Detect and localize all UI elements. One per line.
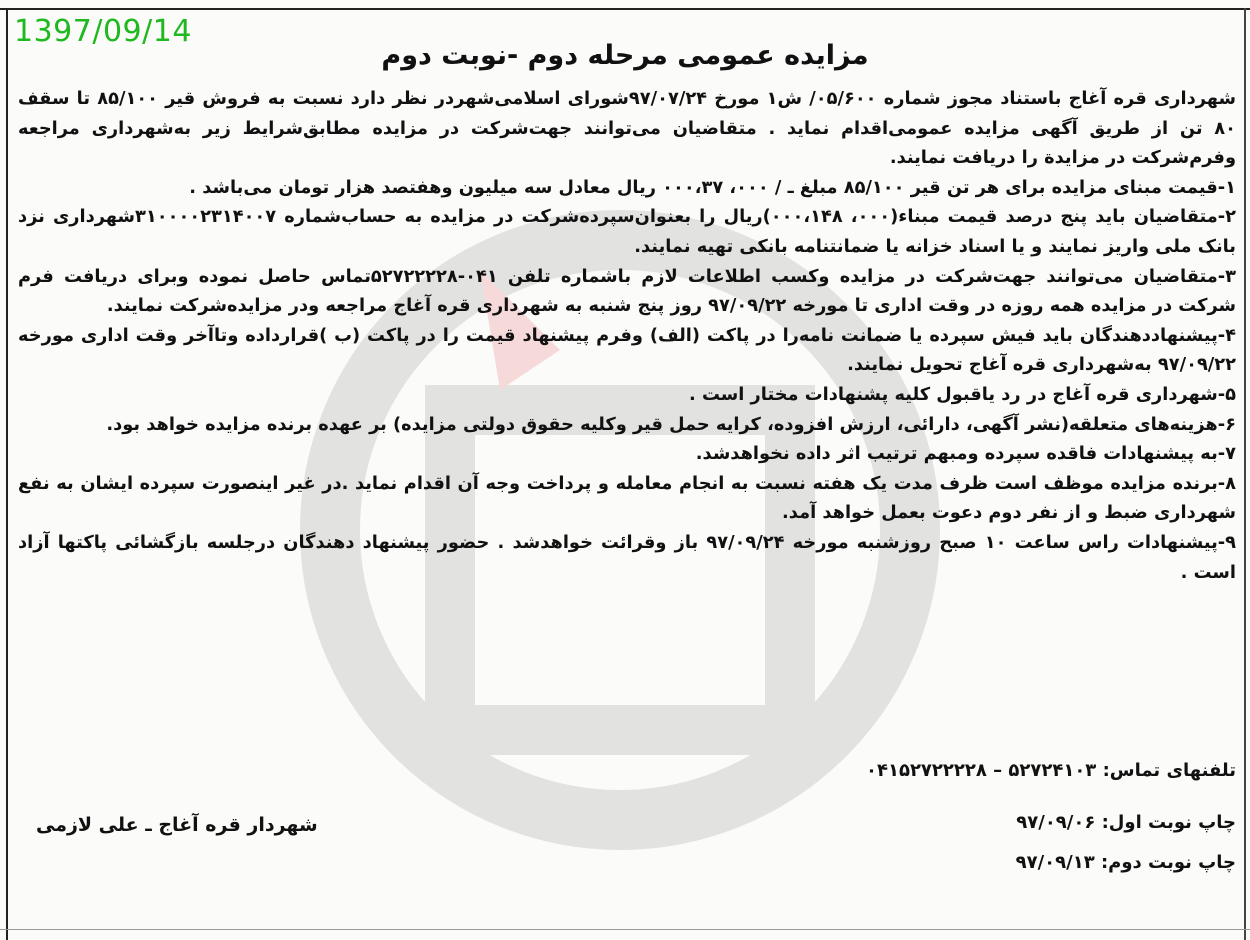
clause-2: ۲-متقاضیان باید پنج درصد قیمت مبناء(۰۰۰، ۰۰۰،۱۴۸)ریال را بعنوان‌سپرده‌شرکت در مزایده به حساب‌شماره ۳۱۰۰۰۰۲۳۱۴۰۰۷شهرداری نزد بانک ملی واریز نمایند و یا اسناد خزانه یا ضمانتنامه بانکی تهیه نمایند. <box>18 206 1236 257</box>
announcement-body <box>18 84 1236 587</box>
date-stamp: 1397/09/14 <box>14 14 192 49</box>
clause-6: ۶-هزینه‌های متعلقه(نشر آگهی، دارائی، ارزش افزوده، کرایه حمل قیر وکلیه حقوق دولتی مزایده) بر عهده برنده مزایده خواهد بود. <box>106 413 1236 435</box>
clause-3: ۳-متقاضیان می‌توانند جهت‌شرکت در مزایده وکسب اطلاعات لازم باشماره تلفن ۰۴۱-۵۲۷۲۲۲۲۸تماس حاصل نموده وبرای دریافت فرم شرکت در مزایده همه روزه در وقت اداری تا مورخه ۹۷/۰۹/۲۲ روز پنج شنبه به شهرداری قره آغاج مراجعه ودر مزایده‌شرکت نمایند. <box>18 265 1237 317</box>
left-border <box>6 8 8 940</box>
clause-9: ۹-پیشنهادات راس ساعت ۱۰ صبح روزشنبه مورخه ۹۷/۰۹/۲۴ باز وقرائت خواهد‌شد . حضور پیشنهاد دهندگان درجلسه بازگشائی پاکتها آزاد است . <box>18 531 1237 583</box>
bottom-divider <box>0 929 1250 930</box>
contact-phones: تلفنهای تماس: ۵۲۷۲۴۱۰۳ – ۰۴۱۵۲۷۲۲۲۲۸ <box>866 760 1236 781</box>
top-border <box>0 8 1250 10</box>
intro-paragraph: شهرداری قره آغاج باستناد مجوز شماره ۰۵/۶۰۰/ ش۱ مورخ ۹۷/۰۷/۲۴شورای اسلامی‌شهردر نظر دارد نسبت به فروش قیر ۸۵/۱۰۰ تا سقف ۸۰ تن از طریق آگهی مزایده عمومی‌اقدام نماید . متقاضیان می‌توانند جهت‌شرکت در مزایده مطابق‌شرایط زیر به‌شهرداری مراجعه وفرم‌شرکت در مزایدة را دریافت نمایند. <box>18 88 1236 169</box>
clause-7: ۷-به پیشنهادات فاقده سپرده ومبهم ترتیب اثر داده نخواهد‌شد. <box>695 443 1236 465</box>
second-print-date: چاپ نوبت دوم: ۹۷/۰۹/۱۳ <box>1015 852 1236 873</box>
right-border <box>1244 8 1246 940</box>
clause-4: ۴-پیشنهاددهندگان باید فیش سپرده یا ضمانت نامه‌را در پاکت (الف) وفرم پیشنهاد قیمت را در پاکت (ب )قرارداده وتاآخر وقت اداری مورخه ۹۷/۰۹/۲۲ به‌شهرداری قره آغاج تحویل نمایند. <box>18 324 1236 376</box>
clause-1: ۱-قیمت مبنای مزایده برای هر تن قیر ۸۵/۱۰۰ مبلغ ـ / ۰۰۰، ۰۰۰،۳۷ ریال معادل سه میلیون وهفتصد هزار تومان می‌باشد . <box>189 176 1236 198</box>
first-print-date: چاپ نوبت اول: ۹۷/۰۹/۰۶ <box>1016 812 1236 833</box>
page-title: مزایده عمومی مرحله دوم -نوبت دوم <box>381 40 869 71</box>
mayor-signature: شهردار قره آغاج ـ علی لازمی <box>36 814 318 836</box>
clause-8: ۸-برنده مزایده موظف است ظرف مدت یک هفته نسبت به انجام معامله و پرداخت وجه آن اقدام نماید .در غیر اینصورت سپرده ایشان به نفع شهرداری ضبط و از نفر دوم دعوت بعمل خواهد آمد. <box>18 472 1236 524</box>
clause-5: ۵-شهرداری قره آغاج در رد یاقبول کلیه پشنهادات مختار است . <box>689 383 1236 405</box>
